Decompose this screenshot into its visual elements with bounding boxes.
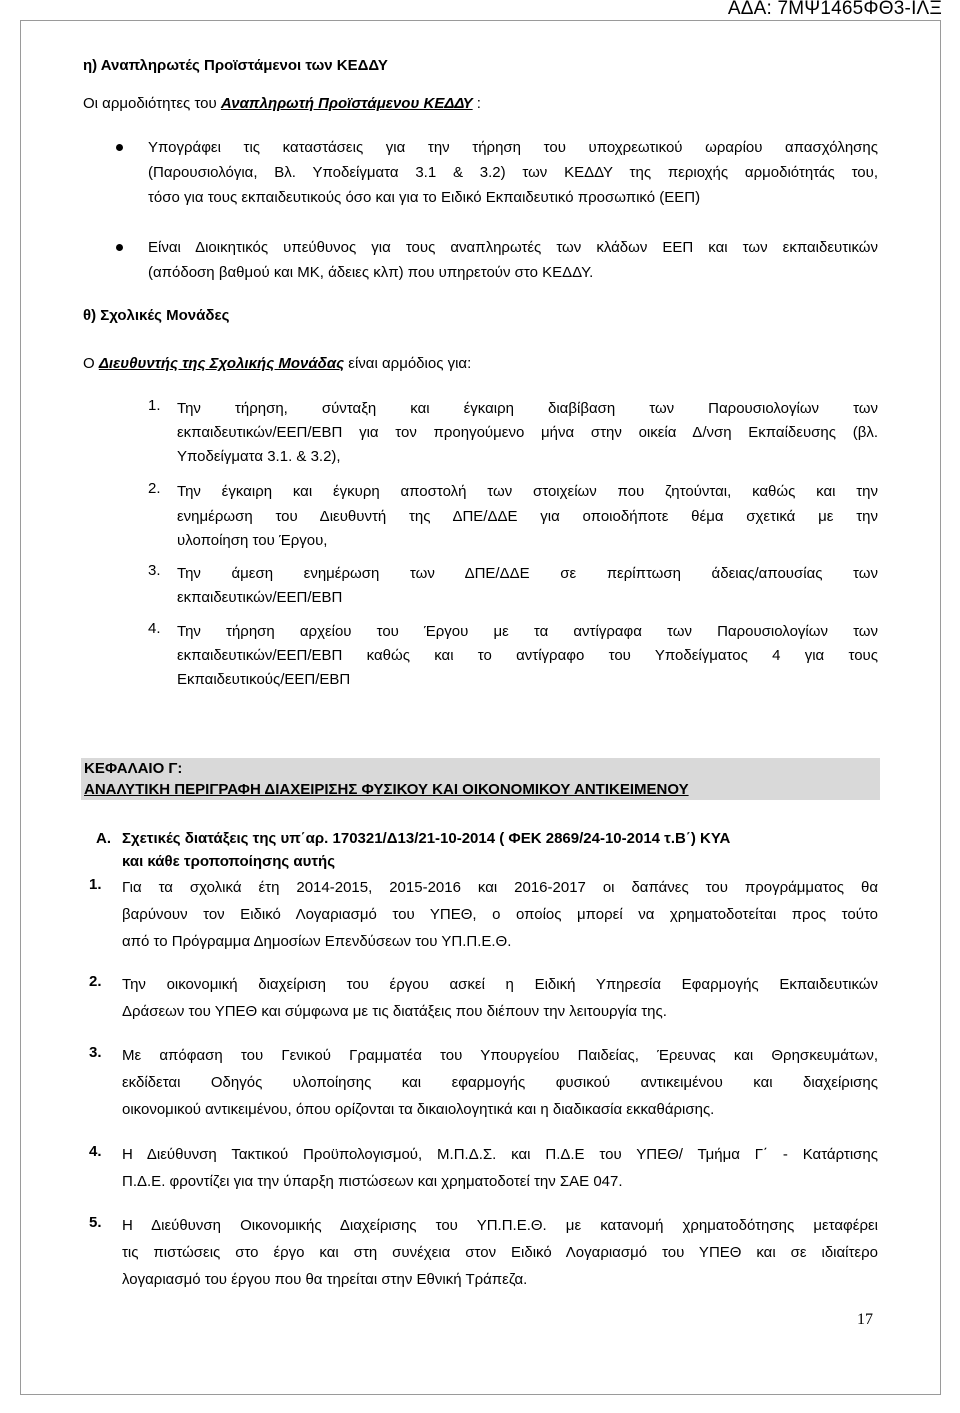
provision-5-line1: Η Διεύθυνση Οικονομικής Διαχείρισης του ΥΠ.Π.Ε.Θ. με κατανομή χρηματοδότησης μεταφέρει [122, 1217, 878, 1234]
intro-suffix: είναι αρμόδιος για: [344, 355, 472, 372]
intro-emph: Αναπληρωτή Προϊστάμενου ΚΕΔΔΥ [220, 95, 473, 112]
section-th-intro [83, 355, 471, 372]
bullet-icon [116, 244, 123, 251]
item-1-line3: Υποδείγματα 3.1. & 3.2), [177, 448, 341, 465]
item-3-line2: εκπαιδευτικών/ΕΕΠ/ΕΒΠ [177, 589, 343, 606]
item-number: 4. [148, 620, 161, 637]
chapter-title: ΚΕΦΑΛΑΙΟ Γ: [84, 760, 183, 777]
item-number: 3. [148, 562, 161, 579]
item-1-line1: Την τήρηση, σύνταξη και έγκαιρη διαβίβαση των Παρουσιολογίων των [177, 400, 878, 417]
section-h-heading: η) Αναπληρωτές Προϊστάμενοι των ΚΕΔΔΥ [83, 57, 388, 74]
provision-number: 2. [89, 973, 102, 990]
subsection-a-label: Α. [96, 830, 111, 847]
provision-4-line2: Π.Δ.Ε. φροντίζει για την ύπαρξη πιστώσεων και χρηματοδοτεί την ΣΑΕ 047. [122, 1173, 623, 1190]
subsection-a-line1: Σχετικές διατάξεις της υπ΄αρ. 170321/Δ13/21-10-2014 ( ΦΕΚ 2869/24-10-2014 τ.Β΄) ΚΥΑ [122, 830, 731, 847]
provision-3-line2: εκδίδεται Οδηγός υλοποίησης και εφαρμογής φυσικού αντικειμένου και διαχείρισης [122, 1074, 878, 1091]
ada-code: ΑΔΑ: 7ΜΨ1465ΦΘ3-ΙΛΞ [727, 0, 942, 19]
provision-number: 5. [89, 1214, 102, 1231]
provision-5-line3: λογαριασμό του έργου που θα τηρείται στην Εθνική Τράπεζα. [122, 1271, 528, 1288]
item-4-line3: Εκπαιδευτικούς/ΕΕΠ/ΕΒΠ [177, 671, 351, 688]
bullet-1-line1: Υπογράφει τις καταστάσεις για την τήρηση του υποχρεωτικού ωραρίου απασχόλησης [148, 139, 878, 156]
provision-4-line1: Η Διεύθυνση Τακτικού Προϋπολογισμού, Μ.Π.Δ.Σ. και Π.Δ.Ε του ΥΠΕΘ/ Τμήμα Γ΄ - Κατάρτισης [122, 1146, 878, 1163]
provision-1-line2: βαρύνουν τον Ειδικό Λογαριασμό του ΥΠΕΘ, ο οποίος μπορεί να χρηματοδοτείται προς τούτο [122, 906, 878, 923]
provision-number: 3. [89, 1044, 102, 1061]
item-1-line2: εκπαιδευτικών/ΕΕΠ/ΕΒΠ για τον προηγούμενο μήνα στην οικεία Δ/νση Εκπαίδευσης (βλ. [177, 424, 878, 441]
provision-number: 4. [89, 1143, 102, 1160]
section-h-intro [83, 95, 481, 112]
provision-3-line3: οικονομικού αντικειμένου, όπου ορίζονται τα δικαιολογητικά και η διαδικασία εκκαθάρισης. [122, 1101, 715, 1118]
bullet-2-line2: (απόδοση βαθμού και ΜΚ, άδειες κλπ) που υπηρετούν στο ΚΕΔΔΥ. [148, 264, 594, 281]
item-3-line1: Την άμεση ενημέρωση των ΔΠΕ/ΔΔΕ σε περίπτωση άδειας/απουσίας των [177, 565, 878, 582]
section-th-heading: θ) Σχολικές Μονάδες [83, 307, 230, 324]
chapter-heading-box [81, 758, 880, 800]
provision-2-line2: Δράσεων του ΥΠΕΘ και σύμφωνα με τις διατάξεις που διέπουν την λειτουργία της. [122, 1003, 667, 1020]
provision-5-line2: τις πιστώσεις στο έργο και στη συνέχεια στον Ειδικό Λογαριασμό του ΥΠΕΘ και σε ιδιαίτερο [122, 1244, 878, 1261]
intro-prefix: Οι αρμοδιότητες του [83, 95, 221, 112]
bullet-1-line2: (Παρουσιολόγια, Βλ. Υποδείγματα 3.1 & 3.2) των ΚΕΔΔΥ της περιοχής αρμοδιότητάς του, [148, 164, 878, 181]
intro-emph: Διευθυντής της Σχολικής Μονάδας [98, 355, 345, 372]
item-2-line1: Την έγκαιρη και έγκυρη αποστολή των στοιχείων που ζητούνται, καθώς και την [177, 483, 878, 500]
bullet-icon [116, 144, 123, 151]
provision-1-line1: Για τα σχολικά έτη 2014-2015, 2015-2016 και 2016-2017 οι δαπάνες του προγράμματος θα [122, 879, 878, 896]
item-2-line3: υλοποίηση του Έργου, [177, 532, 328, 549]
intro-prefix: Ο [83, 355, 99, 372]
bullet-2-line1: Είναι Διοικητικός υπεύθυνος για τους αναπληρωτές των κλάδων ΕΕΠ και των εκπαιδευτικών [148, 239, 878, 256]
bullet-1-line3: τόσο για τους εκπαιδευτικούς όσο και για το Ειδικό Εκπαιδευτικό προσωπικό (ΕΕΠ) [148, 189, 701, 206]
provision-1-line3: από το Πρόγραμμα Δημοσίων Επενδύσεων του ΥΠ.Π.Ε.Θ. [122, 933, 512, 950]
provision-number: 1. [89, 876, 102, 893]
item-2-line2: ενημέρωση του Διευθυντή της ΔΠΕ/ΔΔΕ για οποιοδήποτε θέμα σχετικά με την [177, 508, 878, 525]
subsection-a-line2: και κάθε τροποποίησης αυτής [122, 853, 335, 870]
intro-suffix: : [472, 95, 481, 112]
item-number: 1. [148, 397, 161, 414]
item-4-line1: Την τήρηση αρχείου του Έργου με τα αντίγραφα των Παρουσιολογίων των [177, 623, 878, 640]
provision-2-line1: Την οικονομική διαχείριση του έργου ασκεί η Ειδική Υπηρεσία Εφαρμογής Εκπαιδευτικών [122, 976, 878, 993]
provision-3-line1: Με απόφαση του Γενικού Γραμματέα του Υπουργείου Παιδείας, Έρευνας και Θρησκευμάτων, [122, 1047, 878, 1064]
item-number: 2. [148, 480, 161, 497]
item-4-line2: εκπαιδευτικών/ΕΕΠ/ΕΒΠ καθώς και το αντίγραφο του Υποδείγματος 4 για τους [177, 647, 878, 664]
chapter-subtitle: ΑΝΑΛΥΤΙΚΗ ΠΕΡΙΓΡΑΦΗ ΔΙΑΧΕΙΡΙΣΗΣ ΦΥΣΙΚΟΥ ΚΑΙ ΟΙΚΟΝΟΜΙΚΟΥ ΑΝΤΙΚΕΙΜΕΝΟΥ [84, 781, 689, 798]
page-number: 17 [857, 1311, 873, 1328]
